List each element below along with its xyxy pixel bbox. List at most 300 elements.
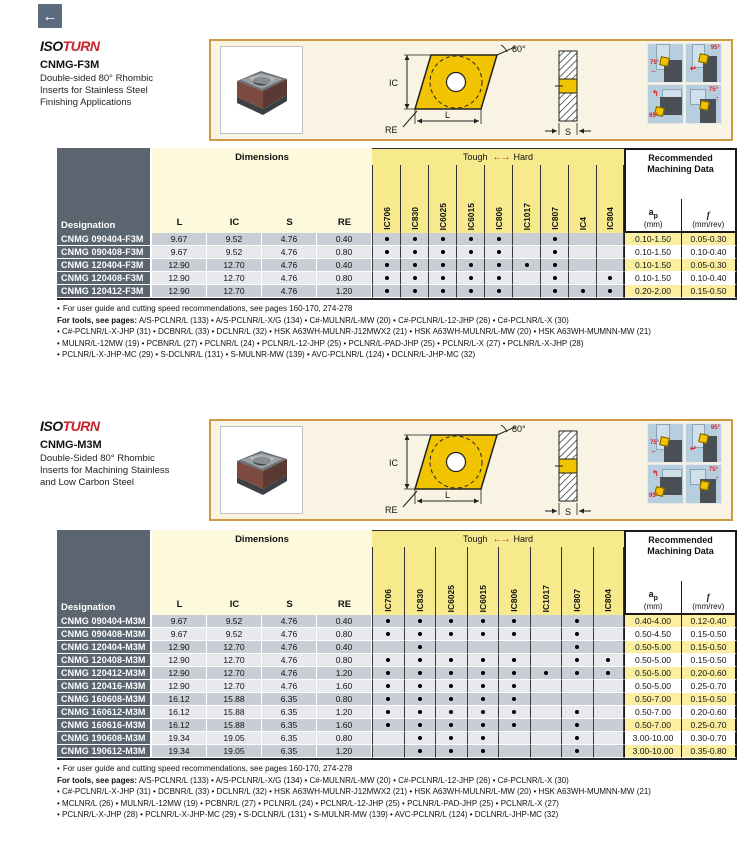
tools-line: • C#-PCLNR/L-X-JHP (31) • DCBNR/L (33) • DCLNR/L (32) • HSK A63WH-MULNR-J12MWX2 (21) • HSK A63WH-MULNR/L-MW (20) • HSK A63WH-MUMNN-MW (21) (57, 327, 651, 336)
grade-availability-cell (561, 667, 593, 680)
guide-note: • For user guide and cutting speed recommendations, see pages 160-170, 274-278 (57, 304, 353, 313)
dimension-cell: 19.34 (152, 732, 207, 745)
grade-availability-cell (435, 706, 467, 719)
dimension-cell: 4.76 (262, 654, 317, 667)
grade-column-header: IC6015 (467, 547, 499, 615)
grade-availability-cell (596, 285, 624, 298)
insert-photo-image (221, 427, 302, 513)
grade-availability-cell (593, 654, 625, 667)
feed-range-cell: 0.20-0.60 (681, 667, 737, 680)
description-line: and Low Carbon Steel (40, 477, 135, 488)
grade-availability-cell (467, 693, 499, 706)
availability-dot-icon (575, 619, 579, 623)
availability-dot-icon (575, 645, 579, 649)
tools-line: • MCLNR/L (26) • MULNR/L-12MW (19) • PCBNR/L (27) • PCLNR/L (24) • PCLNR/L-12-JHP (25) • PCLNR/L-PAD-JHP (25) • PCLNR/L-X (27) (57, 798, 559, 808)
grade-availability-cell (404, 745, 436, 758)
insert-photo-image (221, 47, 302, 133)
designation-cell: CNMG 120408-M3M (57, 654, 152, 667)
insert-photo (220, 46, 303, 134)
grade-column-header: IC6025 (435, 547, 467, 615)
table-row (57, 615, 737, 628)
l-label: L (445, 490, 451, 500)
grade-availability-cell (400, 246, 428, 259)
tools-line: • MULNR/L-12MW (19) • PCBNR/L (27) • PCLNR/L (24) • PCLNR/L-12-JHP (25) • PCLNR/L-PAD-JHP (25) • PCLNR/L-X (27) • PCLNR/L-X-JHP (28) (57, 338, 584, 348)
availability-dot-icon (418, 723, 422, 727)
designation-cell: CNMG 120404-F3M (57, 259, 152, 272)
dimension-cell: 0.40 (317, 233, 372, 246)
ap-range-cell: 0.50-5.00 (624, 654, 681, 667)
designation-cell: CNMG 160608-M3M (57, 693, 152, 706)
availability-dot-icon (386, 723, 390, 727)
availability-dot-icon (441, 289, 445, 293)
table-body (57, 615, 737, 758)
dimension-cell: 12.70 (207, 641, 262, 654)
tough-hard-arrow-icon: ←→ (492, 533, 509, 545)
availability-dot-icon (512, 723, 516, 727)
grade-availability-cell (400, 272, 428, 285)
grade-availability-cell (498, 680, 530, 693)
availability-dot-icon (385, 276, 389, 280)
grade-availability-cell (512, 272, 540, 285)
ic-label: IC (389, 78, 398, 88)
grade-availability-cell (456, 272, 484, 285)
dimension-cell: 12.70 (207, 285, 262, 298)
hard-label: Hard (513, 534, 534, 544)
feed-range-cell: 0.35-0.80 (681, 745, 737, 758)
s-label: S (565, 507, 572, 517)
grade-availability-cell (593, 719, 625, 732)
designation-cell: CNMG 120404-M3M (57, 641, 152, 654)
grades-header (372, 530, 624, 615)
table-row (57, 628, 737, 641)
table-row (57, 233, 737, 246)
grade-availability-cell (404, 654, 436, 667)
grade-availability-cell (372, 628, 404, 641)
grade-availability-cell (540, 285, 568, 298)
designation-header (57, 148, 152, 233)
toolholder-icon: 95° ↰ (647, 84, 684, 124)
availability-dot-icon (385, 289, 389, 293)
table-row (57, 641, 737, 654)
toolholder-icon: 75° ↑ (685, 84, 722, 124)
grade-availability-cell (593, 680, 625, 693)
grade-column-header: IC830 (404, 547, 436, 615)
grade-availability-cell (404, 615, 436, 628)
dimension-cell: 19.05 (207, 732, 262, 745)
grade-availability-cell (372, 706, 404, 719)
grade-column-header: IC6025 (428, 165, 456, 233)
availability-dot-icon (481, 697, 485, 701)
toolholder-icon: 95° ↵ (685, 423, 722, 463)
availability-dot-icon (481, 671, 485, 675)
availability-dot-icon (497, 263, 501, 267)
grade-availability-cell (400, 285, 428, 298)
s-label: S (565, 127, 572, 137)
table-row (57, 693, 737, 706)
dimension-cell: 6.35 (262, 693, 317, 706)
availability-dot-icon (449, 632, 453, 636)
dimension-cell: 19.05 (207, 745, 262, 758)
availability-dot-icon (418, 736, 422, 740)
availability-dot-icon (544, 671, 548, 675)
grade-availability-cell (498, 667, 530, 680)
grade-availability-cell (484, 246, 512, 259)
grade-availability-cell (467, 654, 499, 667)
grade-availability-cell (596, 272, 624, 285)
grade-availability-cell (561, 745, 593, 758)
grade-availability-cell (593, 641, 625, 654)
table-row (57, 667, 737, 680)
grade-availability-cell (372, 693, 404, 706)
machining-column-labels (626, 581, 735, 613)
availability-dot-icon (497, 289, 501, 293)
grade-column-header: IC830 (400, 165, 428, 233)
availability-dot-icon (553, 289, 557, 293)
description-line: Double-Sided 80° Rhombic (40, 453, 155, 464)
availability-dot-icon (553, 250, 557, 254)
grade-availability-cell (593, 745, 625, 758)
grade-availability-cell (435, 628, 467, 641)
grade-availability-cell (498, 706, 530, 719)
availability-dot-icon (581, 289, 585, 293)
table-row (57, 285, 737, 298)
machining-data-header (624, 530, 737, 615)
grade-availability-cell (530, 719, 562, 732)
grade-availability-cell (428, 259, 456, 272)
dimension-cell: 0.80 (317, 654, 372, 667)
designation-cell: CNMG 120408-F3M (57, 272, 152, 285)
grade-availability-cell (404, 641, 436, 654)
grade-availability-cell (568, 233, 596, 246)
grade-availability-cell (498, 745, 530, 758)
insert-drawing (381, 423, 596, 521)
ap-column-header: $a_p$ (mm) (643, 589, 663, 611)
availability-dot-icon (413, 276, 417, 280)
tools-first-line: For tools, see pages: A/S-PCLNR/L (133) • A/S-PCLNR/L-X/G (134) • C#-MULNR/L-MW (20) • C#-PCLNR/L-12-JHP (26) • C#-PCLNR/L-X (30) (57, 315, 569, 325)
dim-column-label: L (176, 599, 183, 610)
dimension-cell: 1.60 (317, 680, 372, 693)
grade-availability-cell (530, 615, 562, 628)
dimension-cell: 1.60 (317, 719, 372, 732)
dimension-cell: 1.20 (317, 667, 372, 680)
dimension-cell: 9.52 (207, 615, 262, 628)
grade-availability-cell (428, 285, 456, 298)
grade-availability-cell (530, 693, 562, 706)
dimension-cell: 16.12 (152, 706, 207, 719)
grade-availability-cell (498, 615, 530, 628)
grade-column-header: IC4 (568, 165, 596, 233)
grade-availability-cell (593, 667, 625, 680)
ap-range-cell: 0.20-2.00 (624, 285, 681, 298)
availability-dot-icon (512, 619, 516, 623)
availability-dot-icon (449, 749, 453, 753)
dimension-cell: 9.67 (152, 233, 207, 246)
availability-dot-icon (469, 237, 473, 241)
product-description (40, 73, 205, 109)
grade-availability-cell (467, 732, 499, 745)
dimension-cell: 4.76 (262, 259, 317, 272)
grade-availability-cell (435, 654, 467, 667)
grade-availability-cell (530, 745, 562, 758)
designation-cell: CNMG 190608-M3M (57, 732, 152, 745)
grade-availability-cell (593, 628, 625, 641)
designation-cell: CNMG 090404-M3M (57, 615, 152, 628)
grade-availability-cell (372, 745, 404, 758)
feed-range-cell: 0.05-0.30 (681, 233, 737, 246)
availability-dot-icon (481, 710, 485, 714)
dimension-cell: 12.90 (152, 272, 207, 285)
availability-dot-icon (418, 697, 422, 701)
grade-column-header: IC806 (484, 165, 512, 233)
availability-dot-icon (512, 710, 516, 714)
grade-availability-cell (561, 706, 593, 719)
grade-availability-cell (530, 641, 562, 654)
availability-dot-icon (449, 671, 453, 675)
grade-availability-cell (484, 259, 512, 272)
availability-dot-icon (449, 658, 453, 662)
dimension-cell: 15.88 (207, 693, 262, 706)
f-column-header: f (mm/rev) (681, 581, 736, 613)
availability-dot-icon (449, 723, 453, 727)
dimensions-title: Dimensions (235, 534, 289, 545)
re-label: RE (385, 505, 398, 515)
grade-availability-cell (540, 233, 568, 246)
dimension-cell: 12.90 (152, 667, 207, 680)
insert-photo (220, 426, 303, 514)
logo-iso: ISO (40, 418, 63, 434)
grade-availability-cell (404, 667, 436, 680)
dimension-cell: 1.20 (317, 285, 372, 298)
availability-dot-icon (606, 658, 610, 662)
dimension-cell: 9.52 (207, 246, 262, 259)
availability-dot-icon (386, 619, 390, 623)
designation-cell: CNMG 120412-F3M (57, 285, 152, 298)
feed-range-cell: 0.25-0.70 (681, 719, 737, 732)
grade-label-row (372, 547, 624, 615)
grade-column-header: IC1017 (530, 547, 562, 615)
grade-availability-cell (372, 272, 400, 285)
table-header (57, 530, 737, 615)
dimension-cell: 0.40 (317, 259, 372, 272)
ic-label: IC (389, 458, 398, 468)
dimension-cell: 4.76 (262, 628, 317, 641)
grade-column-header: IC6015 (456, 165, 484, 233)
availability-dot-icon (418, 658, 422, 662)
grade-availability-cell (435, 680, 467, 693)
dimension-cell: 4.76 (262, 680, 317, 693)
availability-dot-icon (575, 632, 579, 636)
feed-range-cell: 0.15-0.50 (681, 641, 737, 654)
dimension-cell: 19.34 (152, 745, 207, 758)
availability-dot-icon (497, 276, 501, 280)
dimension-cell: 12.90 (152, 641, 207, 654)
availability-dot-icon (575, 658, 579, 662)
table-header (57, 148, 737, 233)
dimension-cell: 6.35 (262, 745, 317, 758)
table-body (57, 233, 737, 298)
designation-cell: CNMG 090408-M3M (57, 628, 152, 641)
angle-label: 80° (512, 44, 526, 54)
grade-availability-cell (512, 285, 540, 298)
description-line: Double-sided 80° Rhombic (40, 73, 154, 84)
availability-dot-icon (575, 736, 579, 740)
grade-availability-cell (561, 654, 593, 667)
grade-availability-cell (435, 615, 467, 628)
dimensions-header (152, 148, 372, 233)
table-row (57, 719, 737, 732)
feed-range-cell: 0.20-0.60 (681, 706, 737, 719)
toolholder-icon: 75° ← (647, 423, 684, 463)
grade-availability-cell (561, 628, 593, 641)
table-row (57, 272, 737, 285)
grade-availability-cell (456, 246, 484, 259)
grade-column-header: IC1017 (512, 165, 540, 233)
grade-column-header: IC804 (596, 165, 624, 233)
dim-column-label: L (176, 217, 183, 228)
dimension-cell: 16.12 (152, 719, 207, 732)
dim-column-label: RE (337, 599, 352, 610)
availability-dot-icon (418, 619, 422, 623)
feed-range-cell: 0.05-0.30 (681, 259, 737, 272)
table-row (57, 745, 737, 758)
dimension-cell: 16.12 (152, 693, 207, 706)
grade-availability-cell (484, 272, 512, 285)
product-description (40, 453, 205, 489)
feed-range-cell: 0.15-0.50 (681, 285, 737, 298)
dimension-cell: 15.88 (207, 706, 262, 719)
description-line: Inserts for Stainless Steel (40, 85, 148, 96)
grade-availability-cell (467, 745, 499, 758)
grade-availability-cell (498, 719, 530, 732)
availability-dot-icon (418, 684, 422, 688)
availability-dot-icon (441, 250, 445, 254)
table-row (57, 654, 737, 667)
toolholder-icon-grid (647, 423, 723, 505)
availability-dot-icon (418, 671, 422, 675)
product-title: CNMG-F3M (40, 59, 100, 71)
l-label: L (445, 110, 451, 120)
dimension-cell: 12.70 (207, 272, 262, 285)
grade-availability-cell (467, 680, 499, 693)
availability-dot-icon (481, 632, 485, 636)
back-button[interactable]: ← (38, 4, 62, 28)
availability-dot-icon (385, 237, 389, 241)
ap-range-cell: 0.40-4.00 (624, 615, 681, 628)
table-row (57, 680, 737, 693)
grade-availability-cell (568, 246, 596, 259)
dimension-cell: 12.70 (207, 667, 262, 680)
machining-data-title: Recommended Machining Data (647, 535, 714, 556)
grade-availability-cell (372, 641, 404, 654)
grade-availability-cell (467, 719, 499, 732)
feed-range-cell: 0.15-0.50 (681, 628, 737, 641)
availability-dot-icon (575, 723, 579, 727)
availability-dot-icon (481, 619, 485, 623)
f-column-header: f (mm/rev) (681, 199, 736, 231)
dimension-cell: 6.35 (262, 706, 317, 719)
grade-availability-cell (372, 719, 404, 732)
dimension-cell: 9.67 (152, 615, 207, 628)
grade-availability-cell (372, 259, 400, 272)
isoturn-logo (40, 38, 100, 54)
availability-dot-icon (449, 697, 453, 701)
grade-availability-cell (540, 259, 568, 272)
availability-dot-icon (481, 658, 485, 662)
tools-lines (57, 326, 723, 361)
grade-availability-cell (435, 693, 467, 706)
dimension-cell: 0.80 (317, 732, 372, 745)
availability-dot-icon (418, 645, 422, 649)
grade-availability-cell (530, 667, 562, 680)
isoturn-logo (40, 418, 100, 434)
table-row (57, 732, 737, 745)
grade-availability-cell (568, 272, 596, 285)
dimensions-title: Dimensions (235, 152, 289, 163)
ap-range-cell: 0.10-1.50 (624, 259, 681, 272)
availability-dot-icon (469, 263, 473, 267)
availability-dot-icon (413, 263, 417, 267)
grade-availability-cell (456, 285, 484, 298)
designation-cell: CNMG 190612-M3M (57, 745, 152, 758)
tools-line: • C#-PCLNR/L-X-JHP (31) • DCBNR/L (33) • DCLNR/L (32) • HSK A63WH-MULNR-J12MWX2 (21) • HSK A63WH-MULNR/L-MW (20) • HSK A63WH-MUMNN-MW (21) (57, 787, 651, 796)
availability-dot-icon (553, 263, 557, 267)
availability-dot-icon (386, 710, 390, 714)
footnotes (57, 763, 723, 821)
grade-availability-cell (435, 745, 467, 758)
dim-column-label: RE (337, 217, 352, 228)
availability-dot-icon (512, 658, 516, 662)
availability-dot-icon (386, 671, 390, 675)
dimension-cell: 4.76 (262, 615, 317, 628)
dimension-cell: 4.76 (262, 246, 317, 259)
ap-range-cell: 0.10-1.50 (624, 233, 681, 246)
grade-availability-cell (404, 719, 436, 732)
grade-availability-cell (372, 654, 404, 667)
designation-cell: CNMG 090404-F3M (57, 233, 152, 246)
dimension-cell: 4.76 (262, 285, 317, 298)
grade-availability-cell (530, 654, 562, 667)
grade-availability-cell (530, 628, 562, 641)
grades-header (372, 148, 624, 233)
availability-dot-icon (449, 710, 453, 714)
toolholder-icon-grid (647, 43, 723, 125)
grade-availability-cell (561, 719, 593, 732)
grade-availability-cell (530, 706, 562, 719)
dimension-cell: 0.80 (317, 693, 372, 706)
availability-dot-icon (441, 263, 445, 267)
dim-column-label: S (286, 217, 293, 228)
availability-dot-icon (481, 684, 485, 688)
availability-dot-icon (385, 250, 389, 254)
grade-availability-cell (512, 233, 540, 246)
dimension-cell: 12.70 (207, 680, 262, 693)
grade-availability-cell (561, 641, 593, 654)
grade-availability-cell (400, 233, 428, 246)
ap-column-header: $a_p$ (mm) (643, 207, 663, 229)
dimension-cell: 12.90 (152, 680, 207, 693)
feed-range-cell: 0.10-0.40 (681, 246, 737, 259)
illustration-box (209, 39, 733, 141)
availability-dot-icon (386, 697, 390, 701)
grade-availability-cell (593, 732, 625, 745)
machining-column-labels (626, 199, 735, 231)
grade-availability-cell (404, 706, 436, 719)
availability-dot-icon (553, 237, 557, 241)
dimension-cell: 12.70 (207, 654, 262, 667)
grade-availability-cell (596, 233, 624, 246)
grade-availability-cell (484, 285, 512, 298)
dimension-cell: 9.52 (207, 628, 262, 641)
